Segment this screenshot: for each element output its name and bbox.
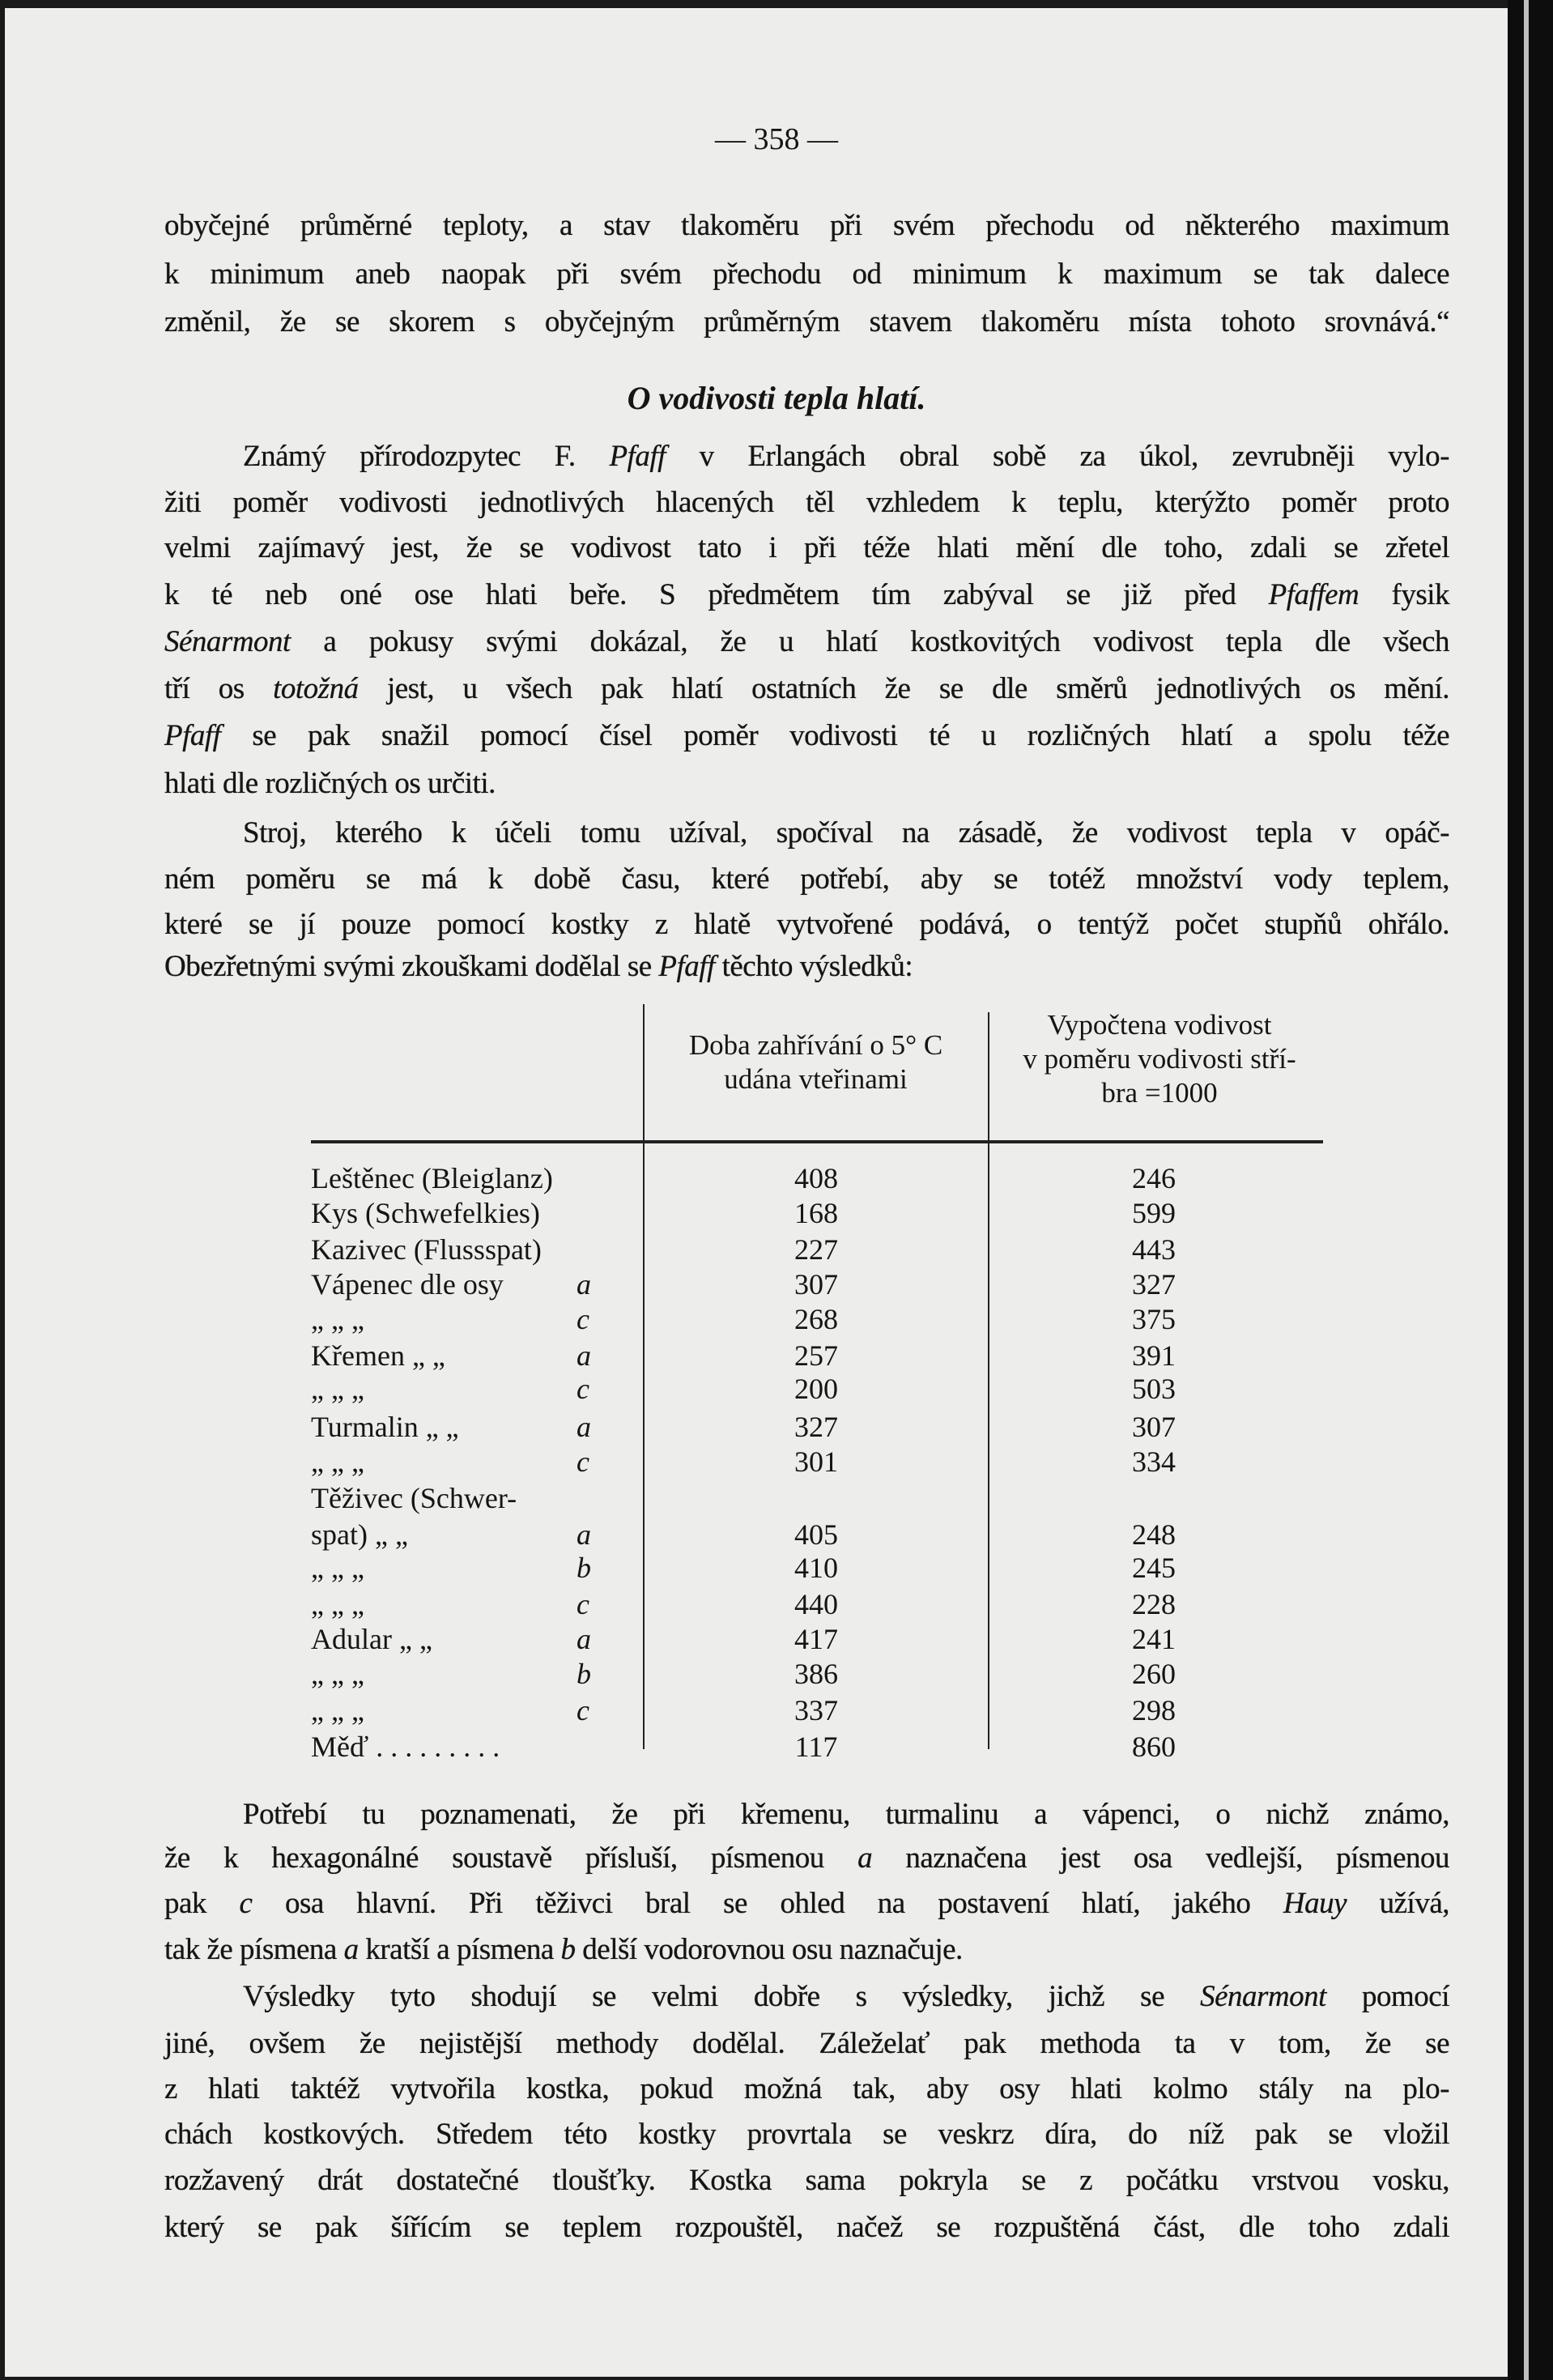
text-run: jest, u všech pak hlatí ostatních že se dle směrů jednotlivých os mění. <box>358 672 1449 705</box>
table-row <box>0 1550 1553 1586</box>
text-run: Známý přírodozpytec F. <box>243 440 610 473</box>
italic-text: Pfaffem <box>1268 578 1359 611</box>
axis-letter: a <box>577 1518 591 1551</box>
heating-time-cell: 386 <box>794 1658 838 1690</box>
axis-letter: a <box>577 1268 591 1301</box>
table-header-rule <box>311 1140 1323 1143</box>
mineral-label: Kys (Schwefelkies) <box>311 1197 540 1229</box>
mineral-label: Turmalin „ „ <box>311 1411 459 1443</box>
mineral-label: Těživec (Schwer- <box>311 1482 517 1514</box>
text-run: osa hlavní. Při těživci bral se ohled na postavení hlatí, jakého <box>252 1887 1283 1920</box>
text-line <box>164 1932 1449 1968</box>
table-row <box>0 1371 1553 1407</box>
mineral-label: „ „ „ <box>311 1552 364 1584</box>
axis-letter: c <box>577 1588 589 1620</box>
conductivity-cell: 599 <box>1132 1197 1176 1229</box>
heating-time-cell: 408 <box>794 1162 838 1194</box>
italic-text: Pfaff <box>658 950 715 983</box>
mineral-label: „ „ „ <box>311 1658 364 1690</box>
italic-text: a <box>343 1933 359 1966</box>
header-line: Vypočtena vodivost <box>1047 1009 1272 1041</box>
conductivity-cell: 443 <box>1132 1233 1176 1266</box>
mineral-label: „ „ „ <box>311 1445 364 1478</box>
col-header-heating-time <box>648 1028 984 1096</box>
heating-time-cell: 405 <box>794 1518 838 1551</box>
italic-text: totožná <box>273 672 359 705</box>
axis-letter: c <box>577 1445 589 1478</box>
text-run: že k hexagonálné soustavě přísluší, písmenou <box>164 1841 858 1875</box>
text-line <box>164 949 1449 985</box>
mineral-label: spat) „ „ <box>311 1518 408 1551</box>
text-line <box>164 907 1449 943</box>
text-run: Obezřetnými svými zkouškami dodělal se <box>164 950 659 983</box>
text-run: které se jí pouze pomocí kostky z hlatě vytvořené podává, o tentýž počet stupňů ohřálo. <box>164 908 1449 941</box>
mineral-label: Kazivec (Flussspat) <box>311 1233 542 1266</box>
table-row <box>0 1195 1553 1231</box>
table-row <box>0 1338 1553 1373</box>
conductivity-cell: 307 <box>1132 1411 1176 1443</box>
text-line <box>164 304 1449 340</box>
text-line <box>164 624 1449 660</box>
text-line <box>243 815 1449 851</box>
text-run: Stroj, kterého k účeli tomu užíval, spočíval na zásadě, že vodivost tepla v opáč- <box>243 816 1449 849</box>
table-row <box>0 1692 1553 1728</box>
text-run: ném poměru se má k době času, které potřebí, aby se totéž množství vody teplem, <box>164 862 1449 896</box>
header-line: udána vteřinami <box>724 1063 908 1095</box>
heating-time-cell: 117 <box>794 1731 838 1763</box>
text-run: chách kostkových. Středem této kostky provrtala se veskrz díra, do níž pak se vložil <box>164 2118 1449 2151</box>
text-run: který se pak šířícím se teplem rozpouštěl, načež se rozpuštěná část, dle toho zdali <box>164 2211 1449 2244</box>
mineral-label: „ „ „ <box>311 1588 364 1620</box>
mineral-label: Adular „ „ <box>311 1623 432 1655</box>
heating-time-cell: 417 <box>794 1623 838 1655</box>
page-number: — 358 — <box>715 122 838 156</box>
text-run: k té neb oné ose hlati beře. S předmětem tím zabýval se již před <box>164 578 1269 611</box>
text-run: velmi zajímavý jest, že se vodivost tato i při téže hlati mění dle toho, zdali se zřetel <box>164 531 1449 564</box>
axis-letter: c <box>577 1694 589 1726</box>
mineral-label: Křemen „ „ <box>311 1339 445 1372</box>
axis-letter: a <box>577 1623 591 1655</box>
heating-time-cell: 168 <box>794 1197 838 1229</box>
text-run: z hlati taktéž vytvořila kostka, pokud možná tak, aby osy hlati kolmo stály na plo- <box>164 2072 1449 2105</box>
italic-text: Pfaff <box>164 719 221 752</box>
axis-letter: a <box>577 1339 591 1372</box>
table-row <box>0 1409 1553 1445</box>
text-line <box>164 2210 1449 2246</box>
table-row <box>0 1729 1553 1765</box>
text-line <box>164 530 1449 566</box>
italic-text: a <box>857 1841 873 1875</box>
heating-time-cell: 257 <box>794 1339 838 1372</box>
text-run: jiné, ovšem že nejistější methody dodělal. Záleželať pak methoda ta v tom, že se <box>164 2027 1449 2060</box>
table-row <box>0 1232 1553 1267</box>
text-run: pomocí <box>1325 1980 1449 2013</box>
col-header-conductivity <box>989 1008 1330 1110</box>
text-line <box>164 718 1449 754</box>
text-line <box>164 577 1449 613</box>
text-line <box>243 439 1449 475</box>
italic-text: Sénarmont <box>164 625 291 658</box>
conductivity-cell: 228 <box>1132 1588 1176 1620</box>
text-run: těchto výsledků: <box>714 950 913 983</box>
heating-time-cell: 327 <box>794 1411 838 1443</box>
heating-time-cell: 337 <box>794 1694 838 1726</box>
table-row <box>0 1267 1553 1302</box>
text-run: delší vodorovnou osu naznačuje. <box>575 1933 963 1966</box>
table-row <box>0 1444 1553 1480</box>
text-run: v Erlangách obral sobě za úkol, zevrubněji vylo- <box>665 440 1450 473</box>
text-run: hlati dle rozličných os určiti. <box>164 767 496 800</box>
text-line <box>164 2071 1449 2107</box>
text-line <box>164 208 1449 244</box>
italic-text: Hauy <box>1283 1887 1347 1920</box>
conductivity-cell: 375 <box>1132 1303 1176 1335</box>
text-run: Potřebí tu poznamenati, že při křemenu, turmalinu a vápenci, o nichž známo, <box>243 1798 1449 1831</box>
text-run: fysik <box>1359 578 1450 611</box>
heating-time-cell: 301 <box>794 1445 838 1478</box>
conductivity-cell: 334 <box>1132 1445 1176 1478</box>
conductivity-cell: 860 <box>1132 1731 1176 1763</box>
conductivity-cell: 241 <box>1132 1623 1176 1655</box>
header-line: v poměru vodivosti stří- <box>1023 1043 1296 1075</box>
table-row <box>0 1586 1553 1622</box>
text-run: a pokusy svými dokázal, že u hlatí kostkovitých vodivost tepla dle všech <box>290 625 1449 658</box>
italic-text: Pfaff <box>609 440 666 473</box>
text-run: užívá, <box>1347 1887 1449 1920</box>
mineral-label: Měď . . . . . . . . . <box>311 1731 500 1763</box>
mineral-label: Vápenec dle osy <box>311 1268 504 1301</box>
conductivity-cell: 260 <box>1132 1658 1176 1690</box>
table-row <box>0 1621 1553 1657</box>
conductivity-cell: 327 <box>1132 1268 1176 1301</box>
italic-text: b <box>560 1933 576 1966</box>
text-run: obyčejné průměrné teploty, a stav tlakoměru při svém přechodu od některého maximum <box>164 209 1449 242</box>
text-run: tak že písmena <box>164 1933 344 1966</box>
text-run: se pak snažil pomocí čísel poměr vodivosti té u rozličných hlatí a spolu téže <box>220 719 1449 752</box>
header-line: bra =1000 <box>1101 1077 1218 1109</box>
table-row <box>0 1480 1553 1516</box>
conductivity-cell: 298 <box>1132 1694 1176 1726</box>
text-run: naznačena jest osa vedlejší, písmenou <box>872 1841 1450 1875</box>
conductivity-cell: 245 <box>1132 1552 1176 1584</box>
mineral-label: „ „ „ <box>311 1694 364 1726</box>
axis-letter: b <box>577 1552 591 1584</box>
axis-letter: a <box>577 1411 591 1443</box>
axis-letter: c <box>577 1373 589 1405</box>
conductivity-cell: 391 <box>1132 1339 1176 1372</box>
text-run: tří os <box>164 672 274 705</box>
text-line <box>243 1797 1449 1833</box>
text-line <box>164 2163 1449 2199</box>
text-line <box>243 1979 1449 2015</box>
heating-time-cell: 307 <box>794 1268 838 1301</box>
heating-time-cell: 268 <box>794 1303 838 1335</box>
table-row <box>0 1656 1553 1692</box>
heating-time-cell: 227 <box>794 1233 838 1266</box>
text-run: změnil, že se skorem s obyčejným průměrným stavem tlakoměru místa tohoto srovnává.“ <box>164 305 1449 338</box>
text-line <box>164 671 1449 707</box>
conductivity-cell: 503 <box>1132 1373 1176 1405</box>
conductivity-cell: 248 <box>1132 1518 1176 1551</box>
section-heading: O vodivosti tepla hlatí. <box>627 380 926 416</box>
table-row <box>0 1160 1553 1196</box>
text-line <box>164 766 1449 802</box>
header-line: Doba zahřívání o 5° C <box>688 1029 943 1061</box>
table-row <box>0 1517 1553 1552</box>
mineral-label: „ „ „ <box>311 1303 364 1335</box>
italic-text: c <box>239 1887 253 1920</box>
text-run: žiti poměr vodivosti jednotlivých hlacených těl vzhledem k teplu, kterýžto poměr proto <box>164 486 1449 519</box>
italic-text: Sénarmont <box>1200 1980 1326 2013</box>
heating-time-cell: 200 <box>794 1373 838 1405</box>
text-line <box>164 2117 1449 2152</box>
axis-letter: c <box>577 1303 589 1335</box>
mineral-label: „ „ „ <box>311 1373 364 1405</box>
text-run: pak <box>164 1887 240 1920</box>
text-line <box>164 257 1449 292</box>
text-line <box>164 862 1449 897</box>
axis-letter: b <box>577 1658 591 1690</box>
text-run: rozžavený drát dostatečné tloušťky. Kostka sama pokryla se z počátku vrstvou vosku, <box>164 2164 1449 2197</box>
table-row <box>0 1301 1553 1337</box>
text-line <box>164 2026 1449 2062</box>
conductivity-cell: 246 <box>1132 1162 1176 1194</box>
text-line <box>164 1841 1449 1876</box>
text-line <box>164 485 1449 521</box>
heating-time-cell: 410 <box>794 1552 838 1584</box>
text-line <box>164 1886 1449 1922</box>
text-run: kratší a písmena <box>358 1933 561 1966</box>
heating-time-cell: 440 <box>794 1588 838 1620</box>
mineral-label: Leštěnec (Bleiglanz) <box>311 1162 553 1194</box>
text-run: Výsledky tyto shodují se velmi dobře s výsledky, jichž se <box>243 1980 1201 2013</box>
text-run: k minimum aneb naopak při svém přechodu od minimum k maximum se tak dalece <box>164 258 1449 291</box>
